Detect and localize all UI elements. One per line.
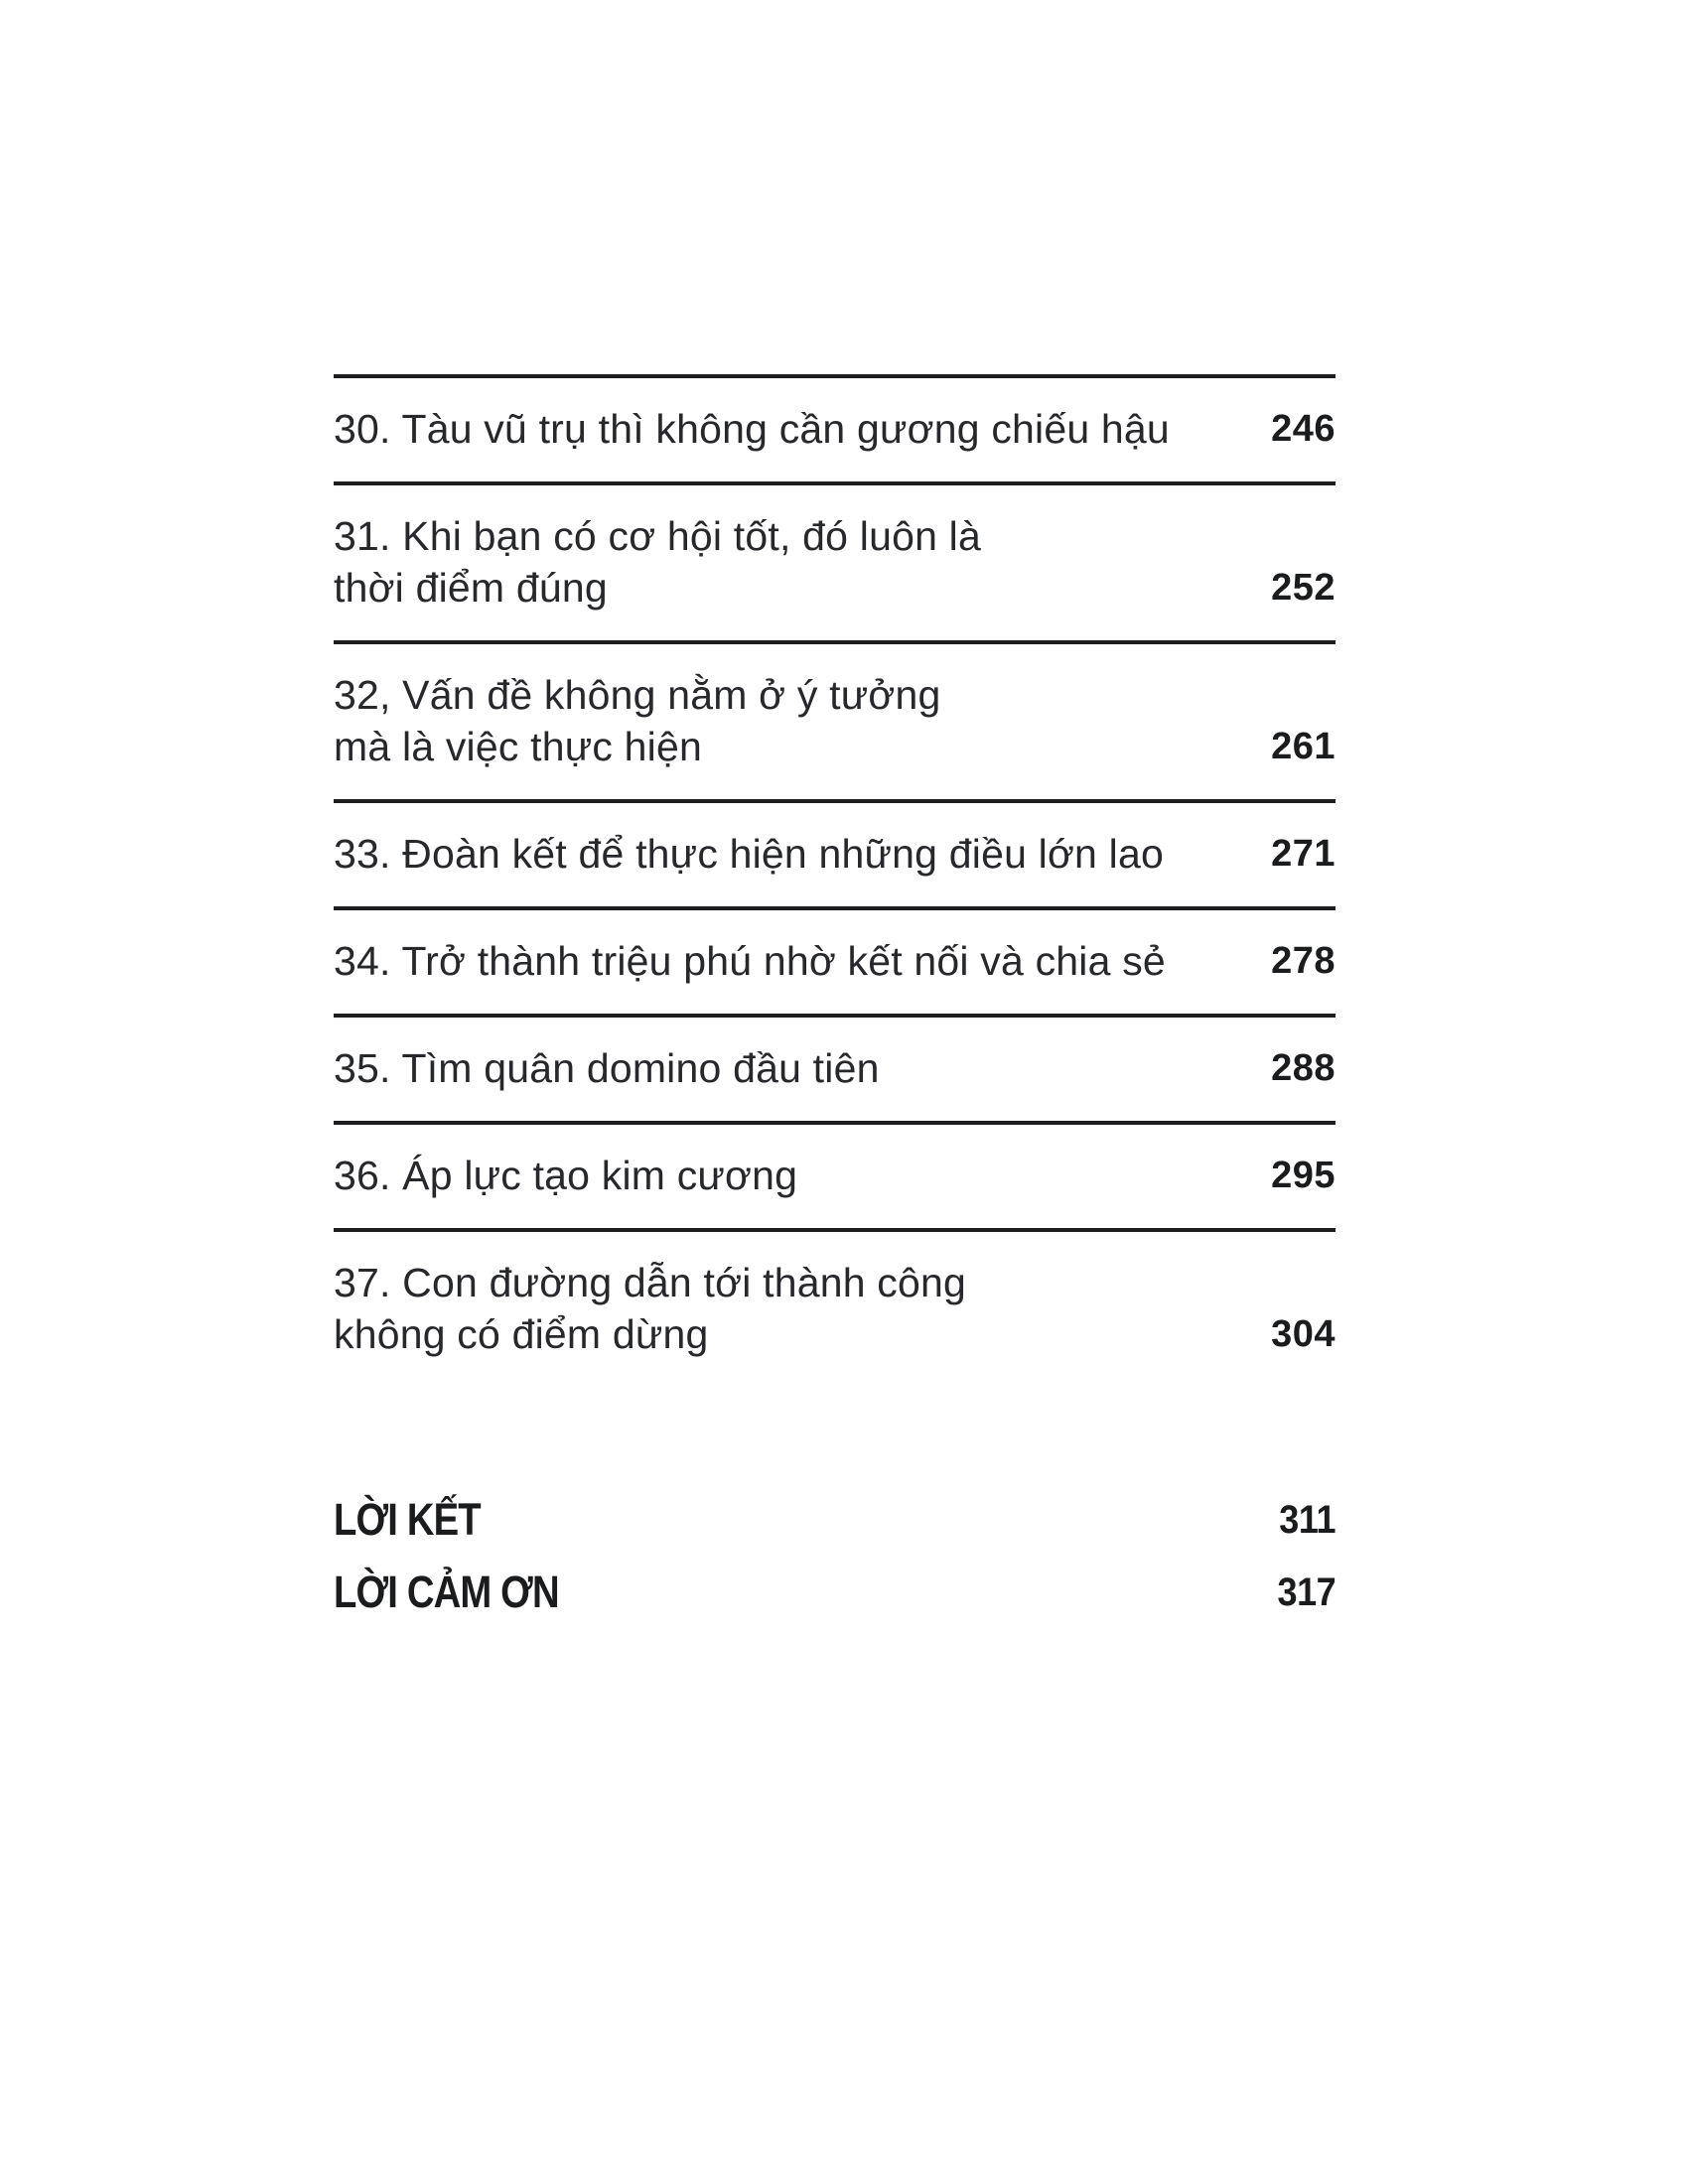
chapter-page-number: 271: [1271, 833, 1336, 875]
backmatter-label: LỜI CẢM ƠN: [334, 1567, 559, 1617]
toc-entry-36: [334, 1121, 1336, 1228]
table-of-contents: [334, 374, 1336, 1618]
backmatter-row-acknowledgments: [334, 1567, 1336, 1618]
chapter-title: [334, 669, 940, 772]
toc-entry-33: [334, 799, 1336, 906]
chapter-title: [334, 403, 1170, 455]
chapter-title-line: thời điểm đúng: [334, 565, 608, 611]
toc-entry-32: [334, 640, 1336, 799]
chapter-title-line: 36. Áp lực tạo kim cương: [334, 1153, 798, 1198]
backmatter-label: LỜI KẾT: [334, 1494, 481, 1545]
chapter-title-line: không có điểm dừng: [334, 1311, 709, 1357]
chapter-title-line: 33. Đoàn kết để thực hiện những điều lớn lao: [334, 831, 1164, 877]
chapter-title-line: 37. Con đường dẫn tới thành công: [334, 1260, 966, 1305]
toc-entry-37: [334, 1228, 1336, 1387]
chapter-page-number: 252: [1271, 567, 1336, 609]
chapter-page-number: 304: [1271, 1313, 1336, 1355]
toc-entry-30: [334, 374, 1336, 481]
backmatter-row-epilogue: [334, 1494, 1336, 1546]
backmatter-page-number: 317: [1277, 1570, 1336, 1614]
chapter-title: [334, 935, 1166, 987]
chapter-title-line: 34. Trở thành triệu phú nhờ kết nối và chia sẻ: [334, 938, 1166, 984]
chapter-title: [334, 1257, 966, 1360]
chapter-title-line: mà là việc thực hiện: [334, 724, 702, 769]
chapter-title: [334, 828, 1164, 880]
chapter-title-line: 35. Tìm quân domino đầu tiên: [334, 1045, 880, 1091]
chapter-page-number: 295: [1271, 1155, 1336, 1196]
chapter-title-line: 32, Vấn đề không nằm ở ý tưởng: [334, 672, 941, 718]
chapter-title: [334, 1042, 880, 1094]
chapter-page-number: 261: [1271, 726, 1336, 767]
chapter-title: [334, 1150, 797, 1201]
toc-entry-34: [334, 906, 1336, 1014]
backmatter-page-number: 311: [1279, 1498, 1336, 1542]
chapter-page-number: 246: [1271, 408, 1336, 450]
chapter-page-number: 288: [1271, 1047, 1336, 1089]
chapter-page-number: 278: [1271, 940, 1336, 982]
chapter-title-line: 30. Tàu vũ trụ thì không cần gương chiếu hậu: [334, 406, 1170, 452]
chapter-title: [334, 510, 981, 614]
toc-entry-31: [334, 481, 1336, 640]
backmatter-section: [334, 1494, 1336, 1618]
chapter-title-line: 31. Khi bạn có cơ hội tốt, đó luôn là: [334, 513, 981, 559]
toc-entry-35: [334, 1014, 1336, 1121]
